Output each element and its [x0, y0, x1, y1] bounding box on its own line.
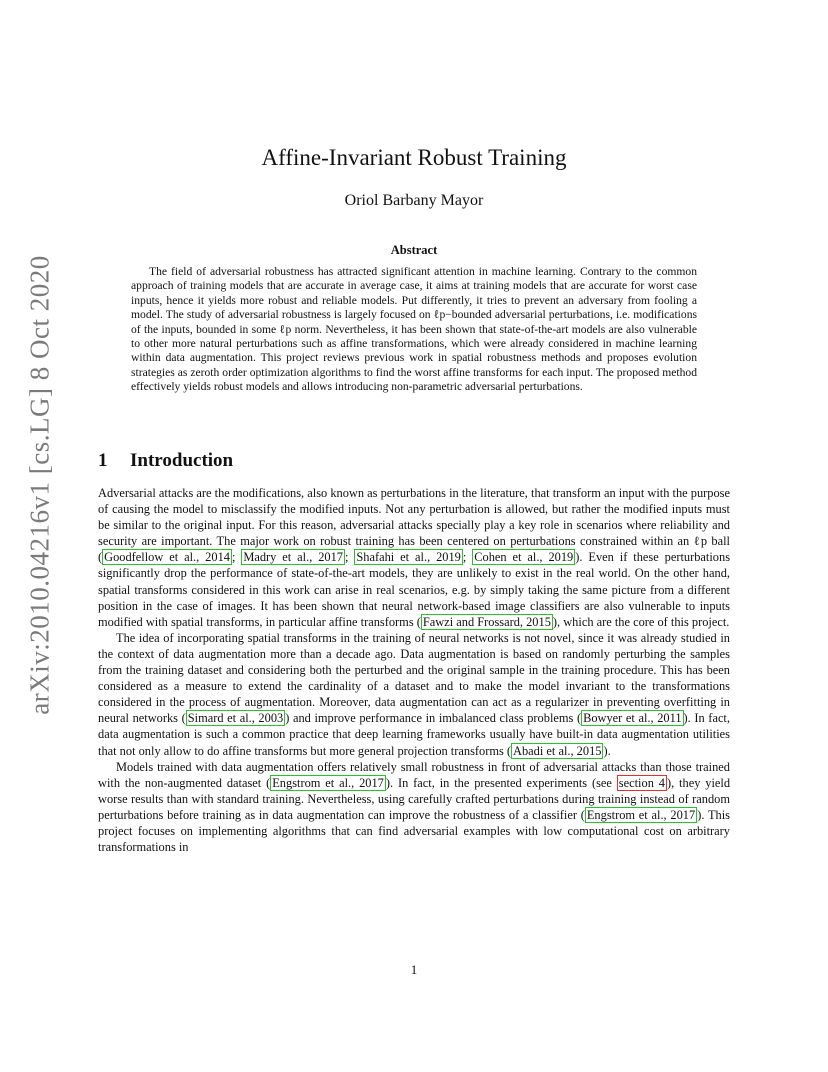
paragraph [98, 630, 730, 759]
citation-link[interactable]: Fawzi and Frossard, 2015 [422, 614, 551, 629]
citation-link[interactable]: Cohen et al., 2019 [474, 550, 574, 565]
text-run: ; [462, 550, 473, 565]
text-run: ) and improve performance in imbalanced class problems ( [285, 711, 582, 726]
paper-author: Oriol Barbany Mayor [344, 192, 484, 209]
paragraph [98, 485, 730, 630]
text-run: ), which are the core of this project. [552, 614, 730, 629]
citation-link[interactable]: Simard et al., 2003 [187, 711, 284, 726]
text-run: ), they yield worse results than with standard training. Nevertheless, using carefully crafted perturbations during training instead of random perturbations before training as in data augmentation can improve the robustness of a classifier ( [98, 775, 731, 822]
citation-link[interactable]: Abadi et al., 2015 [513, 743, 602, 758]
abstract-text: The field of adversarial robustness has attracted significant attention in machine learning. Contrary to the common approach of training models that are accurate in average case, it aims at training models that are accurate for worst case inputs, hence it yields more robust and reliable models. Put differently, it tries to prevent an adversary from fooling a model. The study of adversarial robustness is largely focused on ℓp−bounded adversarial perturbations, i.e. modifications of the inputs, bounded in some ℓp norm. Nevertheless, it has been shown that state-of-the-art models are also vulnerable to other more natural perturbations such as affine transformations, which were already considered in machine learning within data augmentation. This project reviews previous work in spatial robustness methods and proposes evolution strategies as zeroth order optimization algorithms to find the worst affine transforms for each input. The proposed method effectively yields robust models and allows introducing non-parametric adversarial perturbations. [131, 265, 697, 394]
text-run: ). In fact, in the presented experiments (see [385, 775, 617, 790]
section-number: 1 [98, 450, 108, 471]
citation-link[interactable]: Madry et al., 2017 [243, 550, 344, 565]
text-run: ). This project focuses on implementing algorithms that can find adversarial examples with low computational cost on arbitrary transformations in [98, 807, 730, 855]
citation-link[interactable]: Engstrom et al., 2017 [272, 775, 384, 790]
text-run: ). Even if these perturbations significantly drop the performance of state-of-the-art models, they are unlikely to exist in the real world. On the other hand, spatial transforms considered in this work can arise in real scenarios, e.g. by simply taking the same picture from a different position in the case of images. It has been shown that neural network-based image classifiers are also vulnerable to inputs modified with spatial transforms, in particular affine transforms ( [98, 550, 731, 629]
citation-link[interactable]: Goodfellow et al., 2014 [104, 550, 230, 565]
citation-link[interactable]: Bowyer et al., 2011 [583, 711, 682, 726]
section-title: Introduction [130, 450, 234, 471]
section-heading [98, 450, 233, 472]
arxiv-identifier: arXiv:2010.04216v1 [cs.LG] 8 Oct 2020 [24, 255, 55, 715]
paragraph [98, 759, 730, 856]
page-number: 1 [410, 962, 418, 977]
text-run: ). [603, 743, 611, 758]
citation-link[interactable]: Engstrom et al., 2017 [586, 807, 696, 822]
text-run: ; [231, 550, 242, 565]
text-run: Models trained with data augmentation offers relatively small robustness in front of adversarial attacks than those trained with the non-augmented dataset ( [98, 759, 730, 790]
abstract-heading: Abstract [390, 243, 438, 257]
text-run: Adversarial attacks are the modifications, also known as perturbations in the literature, that transform an input with the purpose of causing the model to misclassify the modified inputs. Not any perturbation is allowed, but rather the modified inputs must be similar to the original input. For this reason, adversarial attacks specially play a key role in scenarios where reliability and security are important. The major work on robust training has been centered on perturbations constrained within an ℓp ball ( [98, 486, 730, 565]
text-run: The idea of incorporating spatial transforms in the training of neural networks is not novel, since it was already studied in the context of data augmentation more than a decade ago. Data augmentation is based on randomly perturbing the samples from the training dataset and considering both the perturbed and the original sample in the training procedure. This has been considered as a measure to extend the cardinality of a dataset and to make the model invariant to the transformations considered in the process of augmentation. Moreover, data augmentation can act as a regularizer in preventing overfitting in neural networks ( [98, 630, 730, 726]
arxiv-sidebar [22, 255, 58, 715]
text-run: ; [345, 550, 355, 565]
paper-title: Affine-Invariant Robust Training [261, 145, 567, 170]
section-reference-link[interactable]: section 4 [618, 775, 665, 790]
body-text [98, 485, 730, 855]
citation-link[interactable]: Shafahi et al., 2019 [356, 550, 461, 565]
text-run: ). In fact, data augmentation is such a common practice that deep learning frameworks usually have built-in data augmentation utilities that not only allow to do affine transforms but more general projection transforms ( [98, 711, 730, 758]
